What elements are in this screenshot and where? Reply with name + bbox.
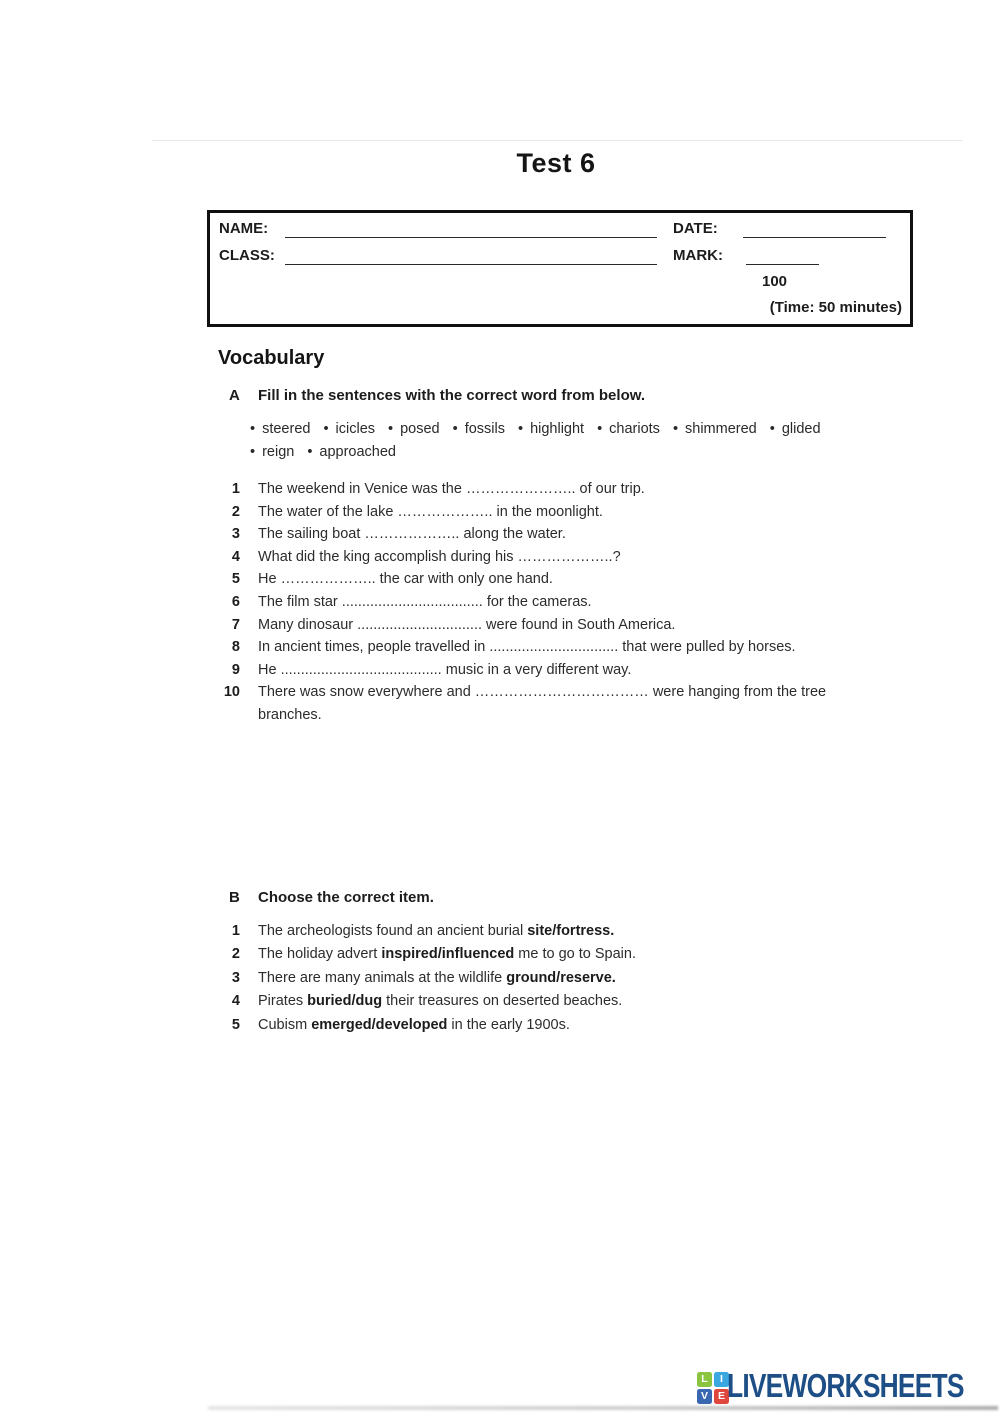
item-number: 5 [231,571,240,588]
item-text: In ancient times, people travelled in ................................ that were pulled by horses. [258,639,796,656]
item-text: What did the king accomplish during his ………………..? [258,548,621,565]
word-bank-row-1 [250,421,890,437]
item-number: 3 [231,969,240,986]
student-info-box [207,210,913,327]
item-text-before: Cubism [258,1016,312,1033]
exercise-a-item [150,681,876,726]
item-text: There was snow everywhere and ……………………………… were hanging from the tree branches. [258,684,827,723]
time-note: (Time: 50 minutes) [769,299,902,316]
item-text-before: There are many animals at the wildlife [258,969,507,986]
page-title-wrap [150,148,962,179]
word-bank-word: reign [262,444,295,460]
date-fill-line[interactable] [743,219,886,238]
item-number: 3 [231,526,240,543]
item-text [258,990,876,1013]
word-bank-entry [673,421,757,437]
name-fill-line[interactable] [285,219,657,238]
page-title: Test 6 [516,148,596,178]
logo-tile-e: E [714,1389,729,1404]
item-text [258,967,876,990]
item-text: The film star ................................... for the cameras. [258,593,592,610]
section-b-letter: B [229,889,240,906]
word-bank-entry [307,444,396,460]
liveworksheets-logo-icon [697,1372,729,1404]
item-text: He ........................................ music in a very different way. [258,661,632,678]
word-bank-entry [323,421,375,437]
item-text: The weekend in Venice was the ………………….. of our trip. [258,481,645,497]
section-b-instruction: Choose the correct item. [258,889,434,906]
word-bank-word: shimmered [685,421,757,437]
word-bank-word: highlight [530,421,585,437]
word-bank-entry [770,421,821,437]
word-bank-word: icicles [335,421,376,437]
exercise-a-item [150,636,876,659]
item-text [258,943,876,966]
item-number: 4 [231,548,240,565]
choice-words[interactable]: ground/reserve. [506,969,616,986]
logo-tile-l: L [697,1372,712,1387]
item-text [258,920,876,943]
exercise-a-item [150,568,876,591]
item-number: 1 [231,923,240,939]
item-text-after: me to go to Spain. [514,946,636,963]
item-number: 8 [231,639,240,656]
word-bank-entry [250,421,310,437]
bullet-icon: • [323,421,329,437]
date-label: DATE: [673,220,718,237]
bullet-icon: • [250,444,256,460]
item-text-after: their treasures on deserted beaches. [382,993,623,1010]
word-bank-entry [250,444,294,460]
section-a-letter: A [229,387,240,404]
mark-label: MARK: [673,247,723,264]
word-bank-entry [453,421,505,437]
bullet-icon: • [307,444,313,460]
bullet-icon: • [452,421,458,437]
word-bank-word: approached [319,444,396,460]
item-text: The sailing boat ……………….. along the water. [258,526,566,543]
exercise-b-item [150,1014,876,1037]
item-number: 10 [223,684,240,701]
item-number: 6 [231,593,240,610]
word-bank-row-2 [250,444,890,460]
exercise-b-item [150,943,876,966]
word-bank-entry [597,421,660,437]
exercise-a-item [150,591,876,614]
exercise-a-item [150,523,876,546]
exercise-b-item [150,920,876,943]
page-top-edge [152,140,962,141]
bullet-icon: • [672,421,679,437]
page-bottom-edge [208,1406,998,1410]
bullet-icon: • [250,421,256,437]
item-number: 1 [231,481,240,497]
item-number: 2 [231,946,240,963]
exercise-a-item [150,501,876,524]
word-bank-word: chariots [609,421,660,437]
item-text: The water of the lake ……………….. in the moonlight. [258,503,603,520]
logo-tile-i: I [714,1372,729,1387]
item-text: He ……………….. the car with only one hand. [258,571,553,588]
item-number: 4 [231,993,240,1010]
logo-tile-v: V [697,1389,712,1404]
word-bank-word: steered [262,421,311,437]
exercise-a-item [150,546,876,569]
word-bank-word: fossils [464,421,505,437]
choice-words[interactable]: emerged/developed [311,1016,448,1033]
item-text-before: Pirates [258,993,308,1010]
exercise-a-item [150,478,876,501]
exercise-b-item [150,990,876,1013]
mark-fill-line[interactable] [746,246,819,265]
mark-total: 100 [762,273,788,290]
section-a-items [150,478,876,727]
bullet-icon: • [388,421,394,437]
bullet-icon: • [597,421,603,437]
exercise-b-item [150,967,876,990]
section-b-header [0,889,1000,909]
item-text-before: The archeologists found an ancient burial [258,923,528,939]
name-label: NAME: [219,220,269,237]
choice-words[interactable]: buried/dug [307,993,383,1010]
item-text-after: in the early 1900s. [447,1016,570,1033]
word-bank-word: glided [781,421,821,437]
choice-words[interactable]: inspired/influenced [381,946,515,963]
section-a-header [0,387,1000,407]
liveworksheets-wordmark: LIVEWORKSHEETS [727,1367,964,1404]
item-text: Many dinosaur ............................... were found in South America. [258,616,676,633]
bullet-icon: • [517,421,524,437]
item-text-before: The holiday advert [258,946,382,963]
item-number: 7 [231,616,240,633]
item-number: 2 [231,503,240,520]
word-bank-entry [518,421,584,437]
class-fill-line[interactable] [285,246,657,265]
exercise-a-item [150,614,876,637]
item-text [258,1014,876,1037]
word-bank-entry [388,421,440,437]
item-number: 9 [231,661,240,678]
choice-words[interactable]: site/fortress. [527,923,615,939]
class-label: CLASS: [219,247,275,264]
exercise-a-item [150,659,876,682]
vocabulary-heading: Vocabulary [218,347,325,369]
bullet-icon: • [769,421,775,437]
item-number: 5 [231,1016,240,1033]
section-a-instruction: Fill in the sentences with the correct word from below. [258,387,646,404]
section-b-items [150,920,876,1037]
word-bank-word: posed [400,421,440,437]
